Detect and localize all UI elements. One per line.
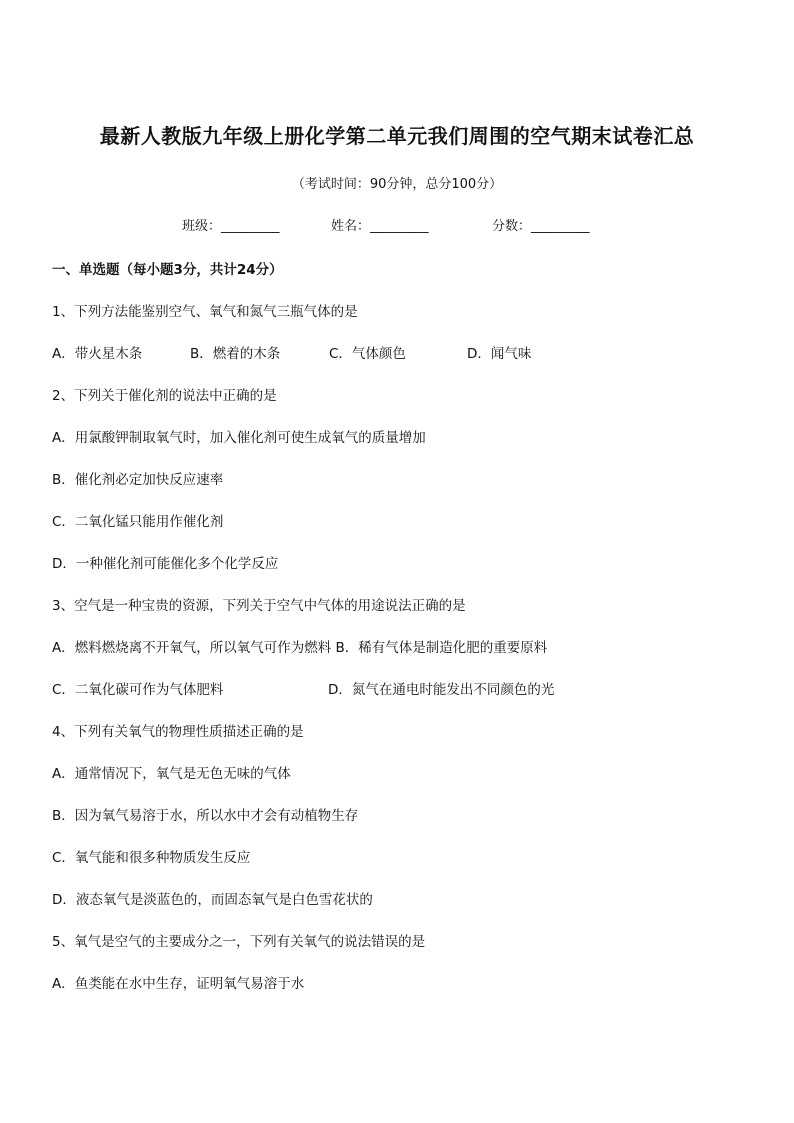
page-title: 最新人教版九年级上册化学第二单元我们周围的空气期末试卷汇总: [99, 124, 695, 148]
score-field: 分数：_________: [492, 219, 590, 234]
q2-option-b: B．催化剂必定加快反应速率: [52, 472, 224, 488]
q4-option-d: D．液态氧气是淡蓝色的，而固态氧气是白色雪花状的: [52, 892, 373, 908]
q1-option-a: A．带火星木条: [52, 346, 143, 362]
question-4: 4、下列有关氧气的物理性质描述正确的是: [52, 724, 304, 740]
q3-option-c: C．二氧化碳可作为气体肥料: [52, 682, 224, 698]
q2-option-a: A．用氯酸钾制取氧气时，加入催化剂可使生成氧气的质量增加: [52, 430, 426, 446]
q1-option-c: C．气体颜色: [329, 346, 406, 362]
q4-option-a: A．通常情况下，氧气是无色无味的气体: [52, 766, 291, 782]
q3-option-d: D．氮气在通电时能发出不同颜色的光: [328, 682, 555, 698]
name-field: 姓名：_________: [331, 219, 429, 234]
question-5: 5、氧气是空气的主要成分之一，下列有关氧气的说法错误的是: [52, 934, 426, 950]
q4-option-c: C．氧气能和很多种物质发生反应: [52, 850, 251, 866]
exam-duration-note: （考试时间：90分钟，总分100分）: [291, 177, 503, 192]
question-2: 2、下列关于催化剂的说法中正确的是: [52, 388, 277, 404]
question-1: 1、下列方法能鉴别空气、氧气和氮气三瓶气体的是: [52, 304, 358, 320]
q2-option-c: C．二氧化锰只能用作催化剂: [52, 514, 224, 530]
question-3: 3、空气是一种宝贵的资源，下列关于空气中气体的用途说法正确的是: [52, 598, 466, 614]
q3-options-ab: A．燃料燃烧离不开氧气，所以氧气可作为燃料 B．稀有气体是制造化肥的重要原料: [52, 640, 548, 656]
class-field: 班级：_________: [182, 219, 280, 234]
q4-option-b: B．因为氧气易溶于水，所以水中才会有动植物生存: [52, 808, 359, 824]
q1-option-b: B．燃着的木条: [190, 346, 281, 362]
q5-option-a: A．鱼类能在水中生存，证明氧气易溶于水: [52, 976, 305, 992]
q2-option-d: D．一种催化剂可能催化多个化学反应: [52, 556, 279, 572]
q1-option-d: D．闻气味: [467, 346, 532, 362]
section-heading: 一、单选题（每小题3分，共计24分）: [52, 262, 283, 278]
